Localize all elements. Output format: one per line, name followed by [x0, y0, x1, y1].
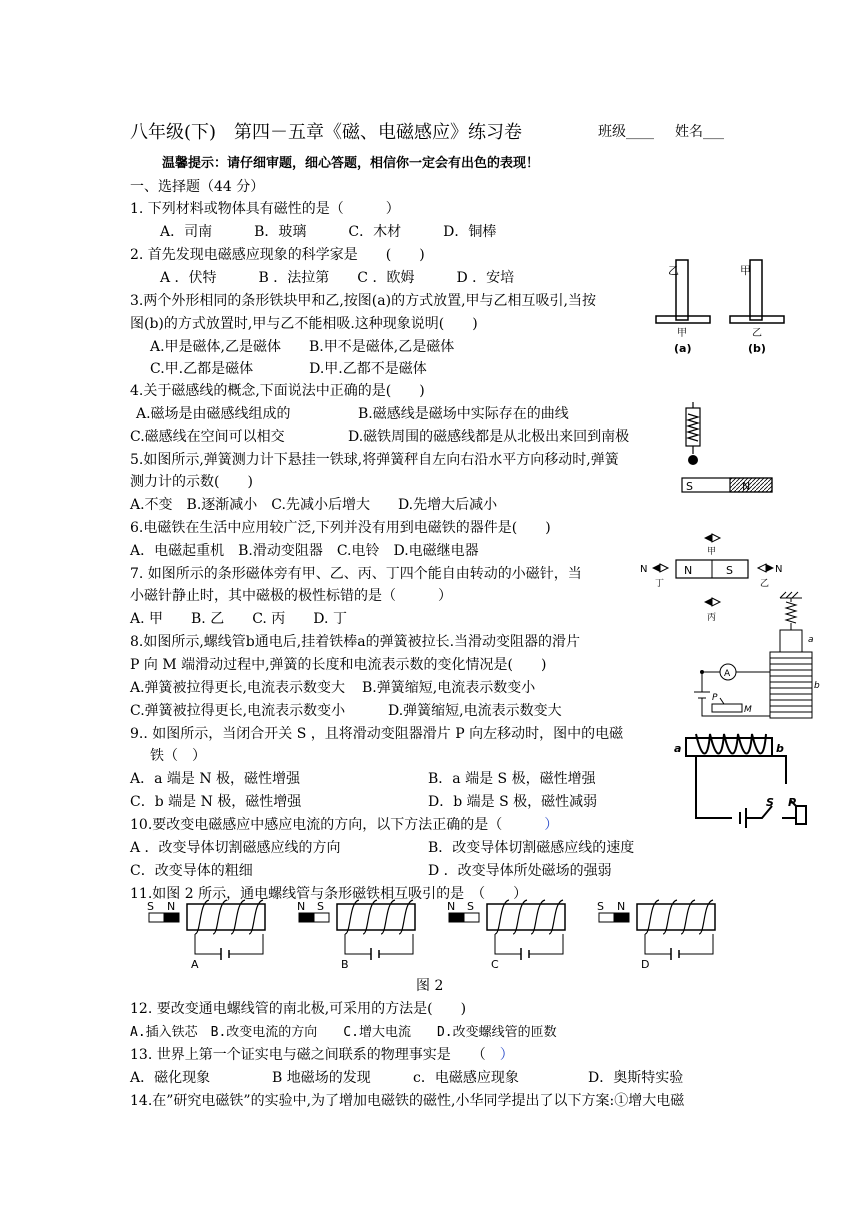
q3-options-ab: A.甲是磁体,乙是磁体 B.甲不是磁体,乙是磁体 — [150, 339, 455, 355]
q8-option-c: C.弹簧被拉得更长,电流表示数变小 — [130, 703, 346, 719]
q8-label-b: b — [814, 681, 820, 691]
q10-stem — [130, 814, 558, 834]
q8-label-m: M — [744, 705, 752, 715]
panel-magnet-left-pole: S — [147, 900, 154, 913]
q8-stem-line1: 8.如图所示,螺线管b通电后,挂着铁棒a的弹簧被拉长.当滑动变阻器的滑片 — [130, 634, 581, 650]
panel-magnet-right-pole: N — [617, 900, 626, 913]
q5-fig-n: N — [742, 480, 751, 493]
panel-magnet-right-pole: S — [317, 900, 324, 913]
q8-option-d: D.弹簧缩短,电流表示数变大 — [388, 703, 562, 719]
q10-option-c: C．改变导体的粗细 — [130, 863, 253, 879]
panel-magnet-left-pole: N — [447, 900, 456, 913]
panel-magnet-left-pole: N — [297, 900, 306, 913]
name-field: 姓名___ — [675, 124, 724, 140]
q7-stem-line1: 7. 如图所示的条形磁体旁有甲、乙、丙、丁四个能自由转动的小磁针，当 — [130, 566, 582, 582]
figure-2-panel-a — [147, 900, 265, 971]
q5-figure — [676, 402, 776, 502]
q6-options: A．电磁起重机 B.滑动变阻器 C.电铃 D.电磁继电器 — [130, 543, 479, 559]
q5-stem-line1: 5.如图所示,弹簧测力计下悬挂一铁球,将弹簧秤自左向右沿水平方向移动时,弹簧 — [130, 452, 619, 468]
q4-option-c: C.磁感线在空间可以相交 — [130, 429, 285, 445]
q3-figure — [652, 256, 772, 356]
q13-option-c: c．电磁感应现象 — [413, 1070, 519, 1086]
q7-bar-s: S — [726, 564, 733, 577]
q10-stem-text: 10.要改变电磁感应中感应电流的方向，以下方法正确的是（ — [130, 817, 503, 833]
q12-options: A.插入铁芯 B.改变电流的方向 C.增大电流 D.改变螺线管的匝数 — [130, 1025, 557, 1040]
q7-left-n: N — [640, 564, 648, 575]
q9-option-d: D．b 端是 S 极，磁性减弱 — [428, 794, 598, 810]
panel-magnet-left-pole: S — [597, 900, 604, 913]
figure-2-panel-c — [447, 900, 565, 971]
q9-label-p: P — [788, 796, 797, 809]
q9-stem-line2: 铁（ ） — [150, 748, 206, 764]
figure-2-panel-b — [297, 900, 415, 971]
q2-stem: 2. 首先发现电磁感应现象的科学家是 ( ) — [130, 247, 425, 263]
q13-stem-text: 13. 世界上第一个证实电与磁之间联系的物理事实是 （ — [130, 1047, 486, 1063]
q4-option-b: B.磁感线是磁场中实际存在的曲线 — [358, 406, 569, 422]
q7-right-n: N — [775, 564, 783, 575]
q10-option-a: A ．改变导体切割磁感应线的方向 — [130, 840, 341, 856]
panel-label: C — [491, 958, 499, 971]
q7-options: A. 甲 B. 乙 C. 丙 D. 丁 — [130, 611, 347, 627]
q4-stem: 4.关于磁感线的概念,下面说法中正确的是( ) — [130, 383, 425, 399]
q10-option-b: B．改变导体切割磁感应线的速度 — [428, 840, 635, 856]
q13-option-d: D．奥斯特实验 — [588, 1070, 684, 1086]
q8-option-b: B.弹簧缩短,电流表示数变小 — [362, 680, 536, 696]
class-field: 班级____ — [598, 124, 654, 140]
q3-fig-caption-b: (b) — [748, 342, 766, 355]
q3-fig-base-b: 乙 — [752, 328, 762, 339]
q5-stem-line2: 测力计的示数( ) — [130, 474, 253, 490]
q8-stem-line2: P 向 M 端滑动过程中,弹簧的长度和电流表示数的变化情况是( ) — [130, 657, 547, 673]
q7-yi: 乙 — [760, 579, 770, 589]
figure-2-panel-d — [597, 900, 715, 971]
q9-label-s: S — [766, 796, 774, 809]
iron-ball — [688, 455, 698, 465]
q3-stem-line2: 图(b)的方式放置时,甲与乙不能相吸.这种现象说明( ) — [130, 316, 478, 332]
q9-label-b: b — [776, 742, 784, 755]
q13-option-b: B 地磁场的发现 — [272, 1070, 371, 1086]
q12-stem: 12. 要改变通电螺线管的南北极,可采用的方法是( ) — [130, 1001, 467, 1017]
q2-options: A ．伏特 B ．法拉第 C ．欧姆 D ．安培 — [160, 270, 515, 286]
q3-fig-top-a: 乙 — [668, 264, 679, 277]
warm-tip: 温馨提示：请仔细审题，细心答题，相信你一定会有出色的表现！ — [162, 156, 540, 171]
q10-option-d: D ．改变导体所处磁场的强弱 — [428, 863, 612, 879]
q9-stem-line1: 9.. 如图所示，当闭合开关 S ，且将滑动变阻器滑片 P 向左移动时，图中的电磁 — [130, 726, 624, 742]
section-heading: 一、选择题（44 分） — [130, 179, 265, 195]
q13-stem — [130, 1044, 514, 1064]
q7-ding: 丁 — [655, 579, 665, 589]
q9-option-b: B．a 端是 S 极，磁性增强 — [428, 771, 596, 787]
q1-stem: 1. 下列材料或物体具有磁性的是（ ） — [130, 201, 400, 217]
q7-stem-line2: 小磁针静止时，其中磁极的极性标错的是（ ） — [130, 588, 452, 604]
q7-bar-n: N — [684, 564, 693, 577]
q8-option-a: A.弹簧被拉得更长,电流表示数变大 — [130, 680, 346, 696]
q9-figure — [672, 726, 822, 826]
q1-options: A．司南 B．玻璃 C．木材 D．铜棒 — [160, 224, 497, 240]
panel-label: B — [341, 958, 349, 971]
panel-magnet-right-pole: S — [467, 900, 474, 913]
q8-label-a: a — [808, 635, 814, 645]
q4-option-a: A.磁场是由磁感线组成的 — [136, 406, 291, 422]
q5-fig-s: S — [686, 480, 693, 493]
q5-options: A.不变 B.逐渐减小 C.先减小后增大 D.先增大后减小 — [130, 497, 498, 513]
q3-fig-base-a: 甲 — [677, 328, 687, 339]
q7-bing: 丙 — [707, 613, 717, 623]
figure-2 — [145, 898, 735, 970]
q9-label-a: a — [674, 742, 682, 755]
q3-fig-top-b: 甲 — [740, 264, 751, 277]
q6-stem: 6.电磁铁在生活中应用较广泛,下列并没有用到电磁铁的器件是( ) — [130, 520, 551, 536]
panel-label: D — [641, 958, 650, 971]
page-title: 八年级(下) 第四－五章《磁、电磁感应》练习卷 — [130, 122, 523, 143]
q14-stem: 14.在”研究电磁铁”的实验中,为了增加电磁铁的磁性,小华同学提出了以下方案:①增大电磁 — [130, 1093, 685, 1109]
q7-jia: 甲 — [707, 547, 717, 557]
q8-label-p: P — [712, 693, 718, 703]
panel-magnet-right-pole: N — [167, 900, 176, 913]
q8-ammeter: A — [724, 669, 731, 679]
q11-stem: 11.如图 2 所示，通电螺线管与条形磁铁相互吸引的是 （ ） — [130, 886, 528, 902]
q13-option-a: A．磁化现象 — [130, 1070, 211, 1086]
q8-figure — [672, 592, 822, 722]
q13-stem-close: ） — [499, 1047, 514, 1063]
q3-options-cd: C.甲.乙都是磁体 D.甲.乙都不是磁体 — [150, 361, 427, 377]
q3-fig-caption-a: (a) — [674, 342, 692, 355]
panel-label: A — [191, 958, 199, 971]
q9-option-c: C．b 端是 N 极，磁性增强 — [130, 794, 302, 810]
q10-stem-close: ） — [544, 817, 559, 833]
figure-2-caption: 图 2 — [416, 978, 444, 994]
q4-option-d: D.磁铁周围的磁感线都是从北极出来回到南极 — [348, 429, 630, 445]
q3-stem-line1: 3.两个外形相同的条形铁块甲和乙,按图(a)的方式放置,甲与乙相互吸引,当按 — [130, 293, 596, 309]
q9-option-a: A．a 端是 N 极，磁性增强 — [130, 771, 301, 787]
